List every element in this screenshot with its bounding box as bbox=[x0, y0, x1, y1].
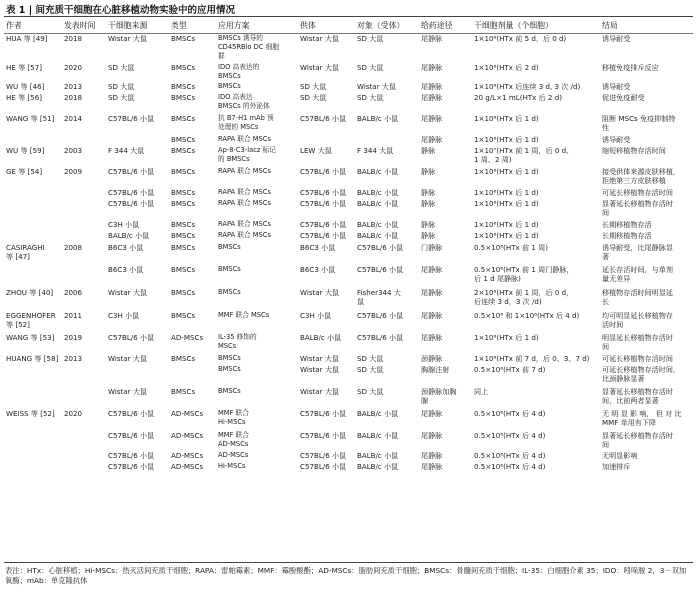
cell-recipient: C57BL/6 小鼠 bbox=[357, 311, 404, 321]
table-row bbox=[4, 461, 693, 471]
col-donor: 供体 bbox=[300, 21, 316, 30]
cell-scheme: IL-35 修饰的 MSCs bbox=[218, 333, 257, 351]
cell-donor: C57BL/6 小鼠 bbox=[300, 199, 347, 209]
cell-outcome: 移植免疫排斥反应 bbox=[602, 62, 659, 72]
table-row bbox=[4, 145, 693, 166]
cell-scheme: IDO 高表达的 BMSCs bbox=[218, 62, 260, 80]
cell-scheme: IDO 高表达 BMSCs 的外泌体 bbox=[218, 93, 270, 111]
cell-route: 尾静脉 bbox=[421, 462, 443, 472]
cell-dose: 同上 bbox=[474, 387, 489, 397]
cell-route: 静脉 bbox=[421, 146, 436, 156]
cell-donor: C57BL/6 小鼠 bbox=[300, 220, 347, 230]
cell-type: BMSCs bbox=[171, 243, 196, 253]
cell-scheme: Ap-8-C3-lacz 标记 的 BMSCs bbox=[218, 146, 276, 164]
col-route: 给药途径 bbox=[421, 21, 453, 30]
cell-recipient: SD 大鼠 bbox=[357, 387, 384, 397]
cell-outcome: 诱导耐受 bbox=[602, 34, 631, 43]
cell-route: 静脉 bbox=[421, 220, 436, 230]
col-type: 类型 bbox=[171, 21, 187, 30]
cell-outcome: 加速排斥 bbox=[602, 462, 631, 472]
cell-year: 2008 bbox=[64, 243, 83, 253]
cell-type: BMSCs bbox=[171, 82, 196, 92]
cell-type: BMSCs bbox=[171, 135, 196, 145]
cell-donor: C57BL/6 小鼠 bbox=[300, 231, 347, 241]
col-author: 作者 bbox=[6, 21, 22, 30]
cell-year: 2013 bbox=[64, 82, 83, 92]
cell-dose: 1×10⁷(HTx 前 1 周，后 0 d、 1 周、2 周) bbox=[474, 146, 574, 165]
cell-scheme: BMSCs bbox=[218, 265, 241, 274]
col-year: 发表时间 bbox=[64, 21, 96, 30]
cell-route: 尾静脉 bbox=[421, 114, 443, 124]
cell-recipient: BALB/c 小鼠 bbox=[357, 431, 399, 441]
table-row bbox=[4, 430, 693, 450]
table-row bbox=[4, 81, 693, 92]
col-scheme: 应用方案 bbox=[218, 21, 250, 30]
cell-type: BMSCs bbox=[171, 34, 196, 43]
table-row bbox=[4, 408, 693, 430]
cell-route: 尾静脉 bbox=[421, 451, 443, 461]
cell-source: SD 大鼠 bbox=[108, 82, 135, 92]
cell-source: BALB/c 小鼠 bbox=[108, 231, 150, 241]
cell-type: AD-MSCs bbox=[171, 431, 204, 441]
cell-year bbox=[62, 134, 106, 145]
cell-route: 尾静脉 bbox=[421, 62, 443, 72]
cell-year: 2006 bbox=[64, 288, 83, 298]
cell-recipient: BALB/c 小鼠 bbox=[357, 188, 399, 198]
cell-dose: 1×10⁶(HTx 后 1 d) bbox=[474, 220, 539, 230]
cell-recipient: F 344 大鼠 bbox=[357, 146, 394, 156]
cell-source: C57BL/6 小鼠 bbox=[108, 167, 155, 177]
cell-author: HE 等 [57] bbox=[6, 62, 42, 72]
cell-outcome: 移植物存活时间明显延 长 bbox=[602, 288, 673, 307]
top-rule bbox=[4, 16, 693, 17]
cell-outcome: 诱导耐受 bbox=[602, 82, 631, 92]
cell-route: 尾静脉 bbox=[421, 409, 443, 419]
col-dose: 干细胞剂量（个细胞） bbox=[474, 21, 553, 30]
cell-year bbox=[62, 198, 106, 219]
cell-outcome: 缩短移植物存活时间 bbox=[602, 146, 666, 156]
cell-author: ZHOU 等 [40] bbox=[6, 288, 54, 298]
cell-type: AD-MSCs bbox=[171, 333, 204, 343]
cell-year: 2018 bbox=[64, 34, 83, 43]
cell-route: 尾静脉 bbox=[421, 82, 443, 92]
cell-outcome: 显著延长移植物存活时 间 bbox=[602, 431, 673, 450]
cell-dose: 1×10⁶(HTx 后 1 d) bbox=[474, 333, 539, 343]
cell-recipient: BALB/c 小鼠 bbox=[357, 231, 399, 241]
cell-route: 尾静脉 bbox=[421, 311, 443, 321]
table-row bbox=[4, 287, 693, 310]
cell-author bbox=[4, 264, 62, 287]
cell-donor: Wistar 大鼠 bbox=[300, 365, 340, 375]
table-row bbox=[4, 113, 693, 134]
cell-donor: LEW 大鼠 bbox=[300, 146, 332, 156]
cell-recipient: BALB/c 小鼠 bbox=[357, 220, 399, 230]
cell-year: 2018 bbox=[64, 93, 83, 103]
cell-scheme: MMF 联合 Hi-MSCs bbox=[218, 409, 249, 427]
cell-scheme: RAPA 联合 MSCs bbox=[218, 220, 271, 229]
cell-dose: 1×10⁶(HTx 后 1 d) bbox=[474, 135, 539, 145]
cell-author: GE 等 [54] bbox=[6, 167, 43, 177]
cell-source: SD 大鼠 bbox=[108, 93, 135, 103]
cell-source: Wistar 大鼠 bbox=[108, 387, 148, 397]
cell-source: C3H 小鼠 bbox=[108, 220, 140, 230]
cell-dose: 0.5×10⁶(HTx 后 4 d) bbox=[474, 462, 546, 472]
cell-source: C57BL/6 小鼠 bbox=[108, 333, 155, 343]
cell-dose: 1×10⁶(HTx 后 1 d) bbox=[474, 167, 539, 177]
cell-year: 2009 bbox=[64, 167, 83, 177]
cell-donor: C57BL/6 小鼠 bbox=[300, 114, 347, 124]
table-row bbox=[4, 450, 693, 461]
cell-scheme: BMSCs 诱导的 CD45RBlo DC 细胞 群 bbox=[218, 34, 279, 61]
cell-recipient: SD 大鼠 bbox=[357, 62, 384, 72]
cell-source bbox=[106, 364, 169, 386]
cell-source: F 344 大鼠 bbox=[108, 146, 145, 156]
cell-source: C57BL/6 小鼠 bbox=[108, 409, 155, 419]
cell-year: 2020 bbox=[64, 62, 83, 72]
cell-route: 尾静脉 bbox=[421, 135, 443, 145]
cell-recipient: SD 大鼠 bbox=[357, 354, 384, 364]
cell-year: 2013 bbox=[64, 354, 83, 364]
cell-scheme: RAPA 联合 MSCs bbox=[218, 231, 271, 240]
cell-type: AD-MSCs bbox=[171, 451, 204, 461]
cell-route: 颈静脉 bbox=[421, 354, 443, 364]
table-row bbox=[4, 242, 693, 264]
table-row bbox=[4, 230, 693, 242]
cell-route: 静脉 bbox=[421, 231, 436, 241]
cell-year: 2014 bbox=[64, 114, 83, 124]
cell-dose: 1×10⁶(HTx 前 5 d，后 0 d) bbox=[474, 34, 567, 43]
cell-author: WANG 等 [53] bbox=[6, 333, 55, 343]
cell-year: 2020 bbox=[64, 409, 83, 419]
cell-type: BMSCs bbox=[171, 93, 196, 103]
cell-route: 尾静脉 bbox=[421, 265, 443, 275]
cell-source: C57BL/6 小鼠 bbox=[108, 114, 155, 124]
cell-type: BMSCs bbox=[171, 265, 196, 275]
cell-donor: B6C3 小鼠 bbox=[300, 265, 336, 275]
table-row bbox=[4, 33, 693, 62]
cell-recipient: BALB/c 小鼠 bbox=[357, 199, 399, 209]
cell-author bbox=[4, 187, 62, 198]
cell-dose: 0.5×10⁶(HTx 后 4 d) bbox=[474, 431, 546, 441]
cell-dose: 0.5×10⁶(HTx 前 7 d) bbox=[474, 365, 546, 375]
cell-year bbox=[62, 219, 106, 230]
cell-author bbox=[4, 430, 62, 450]
cell-donor: SD 大鼠 bbox=[300, 82, 327, 92]
cell-outcome: 延长存活时间，与单剂 量无差异 bbox=[602, 265, 673, 284]
table-row bbox=[4, 310, 693, 332]
cell-outcome: 诱导耐受 bbox=[602, 135, 631, 145]
cell-donor: Wistar 大鼠 bbox=[300, 354, 340, 364]
cell-author: WU 等 [46] bbox=[6, 82, 45, 92]
table-row bbox=[4, 353, 693, 364]
cell-source: C57BL/6 小鼠 bbox=[108, 199, 155, 209]
cell-route: 胸腺注射 bbox=[421, 365, 450, 375]
cell-dose: 1×10⁶(HTx 后 1 d) bbox=[474, 114, 539, 124]
cell-type: BMSCs bbox=[171, 288, 196, 298]
cell-scheme: MMF 联合 AD-MSCs bbox=[218, 431, 249, 449]
cell-donor: C57BL/6 小鼠 bbox=[300, 431, 347, 441]
cell-dose: 0.5×10⁶(HTx 前 1 周门静脉， 后 1 d 尾静脉) bbox=[474, 265, 574, 284]
cell-route: 门静脉 bbox=[421, 243, 443, 253]
cell-donor: C57BL/6 小鼠 bbox=[300, 409, 347, 419]
cell-route: 静脉 bbox=[421, 188, 436, 198]
col-recipient: 对象（受体） bbox=[357, 21, 405, 30]
table-row bbox=[4, 364, 693, 386]
cell-outcome: 长期移植物存活 bbox=[602, 220, 652, 230]
cell-outcome: 促进免疫耐受 bbox=[602, 93, 645, 103]
cell-year bbox=[62, 386, 106, 408]
table-row bbox=[4, 62, 693, 81]
cell-outcome: 可延长移植物存活时间 bbox=[602, 188, 673, 198]
table-row bbox=[4, 264, 693, 287]
cell-dose: 2×10⁶(HTx 前 1 周，后 0 d， 后连续 3 d，3 次 /d) bbox=[474, 288, 574, 307]
cell-author: WU 等 [59] bbox=[6, 146, 45, 156]
cell-type: BMSCs bbox=[171, 231, 196, 241]
cell-recipient: SD 大鼠 bbox=[357, 34, 384, 43]
cell-recipient: BALB/c 小鼠 bbox=[357, 451, 399, 461]
header-row bbox=[4, 18, 693, 33]
cell-source: C3H 小鼠 bbox=[108, 311, 140, 321]
cell-recipient bbox=[355, 134, 419, 145]
cell-author: CASIRAGHI 等 [47] bbox=[6, 243, 45, 262]
cell-type: BMSCs bbox=[171, 146, 196, 156]
cell-year: 2003 bbox=[64, 146, 83, 156]
cell-route: 尾静脉 bbox=[421, 333, 443, 343]
cell-recipient: BALB/c 小鼠 bbox=[357, 409, 399, 419]
cell-scheme: RAPA 联合 MSCs bbox=[218, 188, 271, 197]
cell-route: 尾静脉 bbox=[421, 431, 443, 441]
cell-year bbox=[62, 430, 106, 450]
cell-recipient: Wistar 大鼠 bbox=[357, 82, 397, 92]
cell-donor: B6C3 小鼠 bbox=[300, 243, 336, 253]
cell-year: 2011 bbox=[64, 311, 83, 321]
cell-outcome: 均可明显延长移植物存 活时间 bbox=[602, 311, 673, 330]
cell-type: BMSCs bbox=[171, 220, 196, 230]
cell-outcome: 接受供体来源皮肤移植， 拒绝第三方皮肤移植 bbox=[602, 167, 681, 186]
cell-author bbox=[4, 461, 62, 471]
cell-author: EGGENHOFER 等 [52] bbox=[6, 311, 56, 330]
cell-scheme: RAPA 联合 MSCs bbox=[218, 167, 271, 176]
cell-scheme: Hi-MSCs bbox=[218, 462, 246, 471]
cell-donor: C57BL/6 小鼠 bbox=[300, 462, 347, 472]
cell-source: SD 大鼠 bbox=[108, 62, 135, 72]
cell-recipient: SD 大鼠 bbox=[357, 365, 384, 375]
cell-type bbox=[169, 364, 216, 386]
cell-year: 2019 bbox=[64, 333, 83, 343]
cell-outcome: 可延长移植物存活时间， 比颈静脉显著 bbox=[602, 365, 681, 384]
cell-year bbox=[62, 187, 106, 198]
table-title: 表 1 | 间充质干细胞在心脏移植动物实验中的应用情况 bbox=[6, 5, 236, 16]
table-row bbox=[4, 166, 693, 187]
cell-year bbox=[62, 364, 106, 386]
cell-type: BMSCs bbox=[171, 387, 196, 397]
cell-recipient: BALB/c 小鼠 bbox=[357, 462, 399, 472]
col-outcome: 结局 bbox=[602, 21, 618, 30]
cell-route: 颈静脉加胸 腺 bbox=[421, 387, 457, 406]
cell-scheme: RAPA 联合 MSCs bbox=[218, 199, 271, 208]
cell-author: HE 等 [56] bbox=[6, 93, 42, 103]
cell-donor: Wistar 大鼠 bbox=[300, 387, 340, 397]
cell-outcome: 可延长移植物存活时间 bbox=[602, 354, 673, 364]
cell-recipient: C57BL/6 小鼠 bbox=[357, 265, 404, 275]
cell-type: BMSCs bbox=[171, 62, 196, 72]
cell-author: WEISS 等 [52] bbox=[6, 409, 55, 419]
cell-recipient: C57BL/6 小鼠 bbox=[357, 243, 404, 253]
cell-scheme: AD-MSCs bbox=[218, 451, 249, 460]
cell-author bbox=[4, 230, 62, 242]
cell-scheme: RAPA 联合 MSCs bbox=[218, 135, 271, 144]
cell-scheme: BMSCs bbox=[218, 354, 241, 363]
cell-author bbox=[4, 134, 62, 145]
cell-outcome: 无 明 显 影 响， 但 对 比 MMF 单用有下降 bbox=[602, 409, 682, 428]
cell-type: AD-MSCs bbox=[171, 462, 204, 472]
cell-source: C57BL/6 小鼠 bbox=[108, 431, 155, 441]
cell-dose: 0.5×10⁶(HTx 后 4 d) bbox=[474, 451, 546, 461]
table-row bbox=[4, 386, 693, 408]
cell-recipient: BALB/c 小鼠 bbox=[357, 167, 399, 177]
cell-route: 尾静脉 bbox=[421, 288, 443, 298]
cell-outcome: 诱导耐受，比尾静脉显 著 bbox=[602, 243, 673, 262]
cell-dose: 1×10⁶(HTx 前 7 d，后 0、3、7 d) bbox=[474, 354, 590, 364]
cell-dose: 0.5×10⁶ 和 1×10⁶(HTx 后 4 d) bbox=[474, 311, 580, 321]
table-row bbox=[4, 198, 693, 219]
cell-donor: C57BL/6 小鼠 bbox=[300, 188, 347, 198]
cell-donor: Wistar 大鼠 bbox=[300, 288, 340, 298]
cell-type: BMSCs bbox=[171, 311, 196, 321]
cell-recipient: Fisher344 大 鼠 bbox=[357, 288, 401, 307]
cell-author: HUANG 等 [58] bbox=[6, 354, 59, 364]
cell-donor bbox=[298, 134, 355, 145]
cell-outcome: 阻断 MSCs 免疫抑制特 性 bbox=[602, 114, 676, 133]
cell-scheme: BMSCs bbox=[218, 82, 241, 91]
cell-dose: 1×10⁶(HTx 后 1 d) bbox=[474, 199, 539, 209]
cell-type: BMSCs bbox=[171, 114, 196, 124]
cell-dose: 20 g/L×1 mL(HTx 后 2 d) bbox=[474, 93, 562, 103]
cell-source: C57BL/6 小鼠 bbox=[108, 451, 155, 461]
cell-year bbox=[62, 461, 106, 471]
cell-source bbox=[106, 134, 169, 145]
bottom-rule bbox=[4, 562, 693, 563]
cell-year bbox=[62, 230, 106, 242]
cell-outcome: 长期移植物存活 bbox=[602, 231, 652, 241]
col-source: 干细胞来源 bbox=[108, 21, 148, 30]
cell-outcome: 显著延长移植物存活时 间 bbox=[602, 199, 673, 218]
cell-type: BMSCs bbox=[171, 167, 196, 177]
cell-author bbox=[4, 198, 62, 219]
cell-recipient: BALB/c 小鼠 bbox=[357, 114, 399, 124]
table-row bbox=[4, 332, 693, 353]
cell-outcome: 明显延长移植物存活时 间 bbox=[602, 333, 673, 352]
cell-type: BMSCs bbox=[171, 354, 196, 364]
cell-source: B6C3 小鼠 bbox=[108, 265, 144, 275]
cell-source: Wistar 大鼠 bbox=[108, 288, 148, 298]
cell-scheme: BMSCs bbox=[218, 387, 241, 396]
cell-dose: 1×10⁶(HTx 后 2 d) bbox=[474, 62, 539, 72]
cell-year bbox=[62, 450, 106, 461]
table-footnote: 表注：HTx：心脏移植；Hi-MSCs：热灭活间充质干细胞；RAPA：雷帕霉素；MMF：霉酚酸酯；AD-MSCs：脂肪间充质干细胞；BMSCs：骨髓间充质干细胞；IL-35：白细胞介素 35；IDO：吲哚胺 2，3－双加氧酶；mAb：单克隆抗体 bbox=[5, 566, 687, 586]
cell-scheme: BMSCs bbox=[218, 365, 241, 374]
cell-donor: C3H 小鼠 bbox=[300, 311, 332, 321]
table-row bbox=[4, 134, 693, 145]
cell-type: BMSCs bbox=[171, 199, 196, 209]
cell-source: B6C3 小鼠 bbox=[108, 243, 144, 253]
cell-author: WANG 等 [51] bbox=[6, 114, 55, 124]
cell-donor: BALB/c 小鼠 bbox=[300, 333, 342, 343]
cell-author bbox=[4, 219, 62, 230]
cell-donor: Wistar 大鼠 bbox=[300, 62, 340, 72]
cell-author: HUA 等 [49] bbox=[6, 34, 48, 43]
cell-type: AD-MSCs bbox=[171, 409, 204, 419]
cell-dose: 0.5×10⁶(HTx 前 1 周) bbox=[474, 243, 548, 253]
cell-source: C57BL/6 小鼠 bbox=[108, 462, 155, 472]
cell-type: BMSCs bbox=[171, 188, 196, 198]
cell-dose: 0.5×10⁶(HTx 后 4 d) bbox=[474, 409, 546, 419]
cell-route: 静脉 bbox=[421, 199, 436, 209]
cell-source: C57BL/6 小鼠 bbox=[108, 188, 155, 198]
cell-route: 尾静脉 bbox=[421, 34, 443, 43]
cell-scheme: BMSCs bbox=[218, 288, 241, 297]
cell-dose: 1×10⁶(HTx 后 1 d) bbox=[474, 231, 539, 241]
cell-source: Wistar 大鼠 bbox=[108, 354, 148, 364]
cell-scheme: MMF 联合 MSCs bbox=[218, 311, 270, 320]
cell-author bbox=[4, 364, 62, 386]
stem-cell-table bbox=[4, 18, 693, 471]
cell-author bbox=[4, 386, 62, 408]
cell-outcome: 显著延长移植物存活时 间，比前两者显著 bbox=[602, 387, 673, 406]
cell-scheme: BMSCs bbox=[218, 243, 241, 252]
cell-source: Wistar 大鼠 bbox=[108, 34, 148, 43]
cell-recipient: C57BL/6 小鼠 bbox=[357, 333, 404, 343]
cell-scheme: 抗 B7-H1 mAb 预 处理的 MSCs bbox=[218, 114, 274, 132]
cell-donor: C57BL/6 小鼠 bbox=[300, 451, 347, 461]
table-row bbox=[4, 219, 693, 230]
cell-outcome: 无明显影响 bbox=[602, 451, 638, 461]
cell-route: 静脉 bbox=[421, 167, 436, 177]
cell-route: 尾静脉 bbox=[421, 93, 443, 103]
cell-dose: 1×10⁶(HTx 后 1 d) bbox=[474, 188, 539, 198]
cell-dose: 1×10⁶(HTx 后连续 3 d, 3 次 /d) bbox=[474, 82, 581, 92]
table-row bbox=[4, 187, 693, 198]
cell-donor: SD 大鼠 bbox=[300, 93, 327, 103]
cell-donor: C57BL/6 小鼠 bbox=[300, 167, 347, 177]
cell-year bbox=[62, 264, 106, 287]
table-row bbox=[4, 92, 693, 113]
cell-donor: Wistar 大鼠 bbox=[300, 34, 340, 43]
cell-recipient: SD 大鼠 bbox=[357, 93, 384, 103]
cell-author bbox=[4, 450, 62, 461]
